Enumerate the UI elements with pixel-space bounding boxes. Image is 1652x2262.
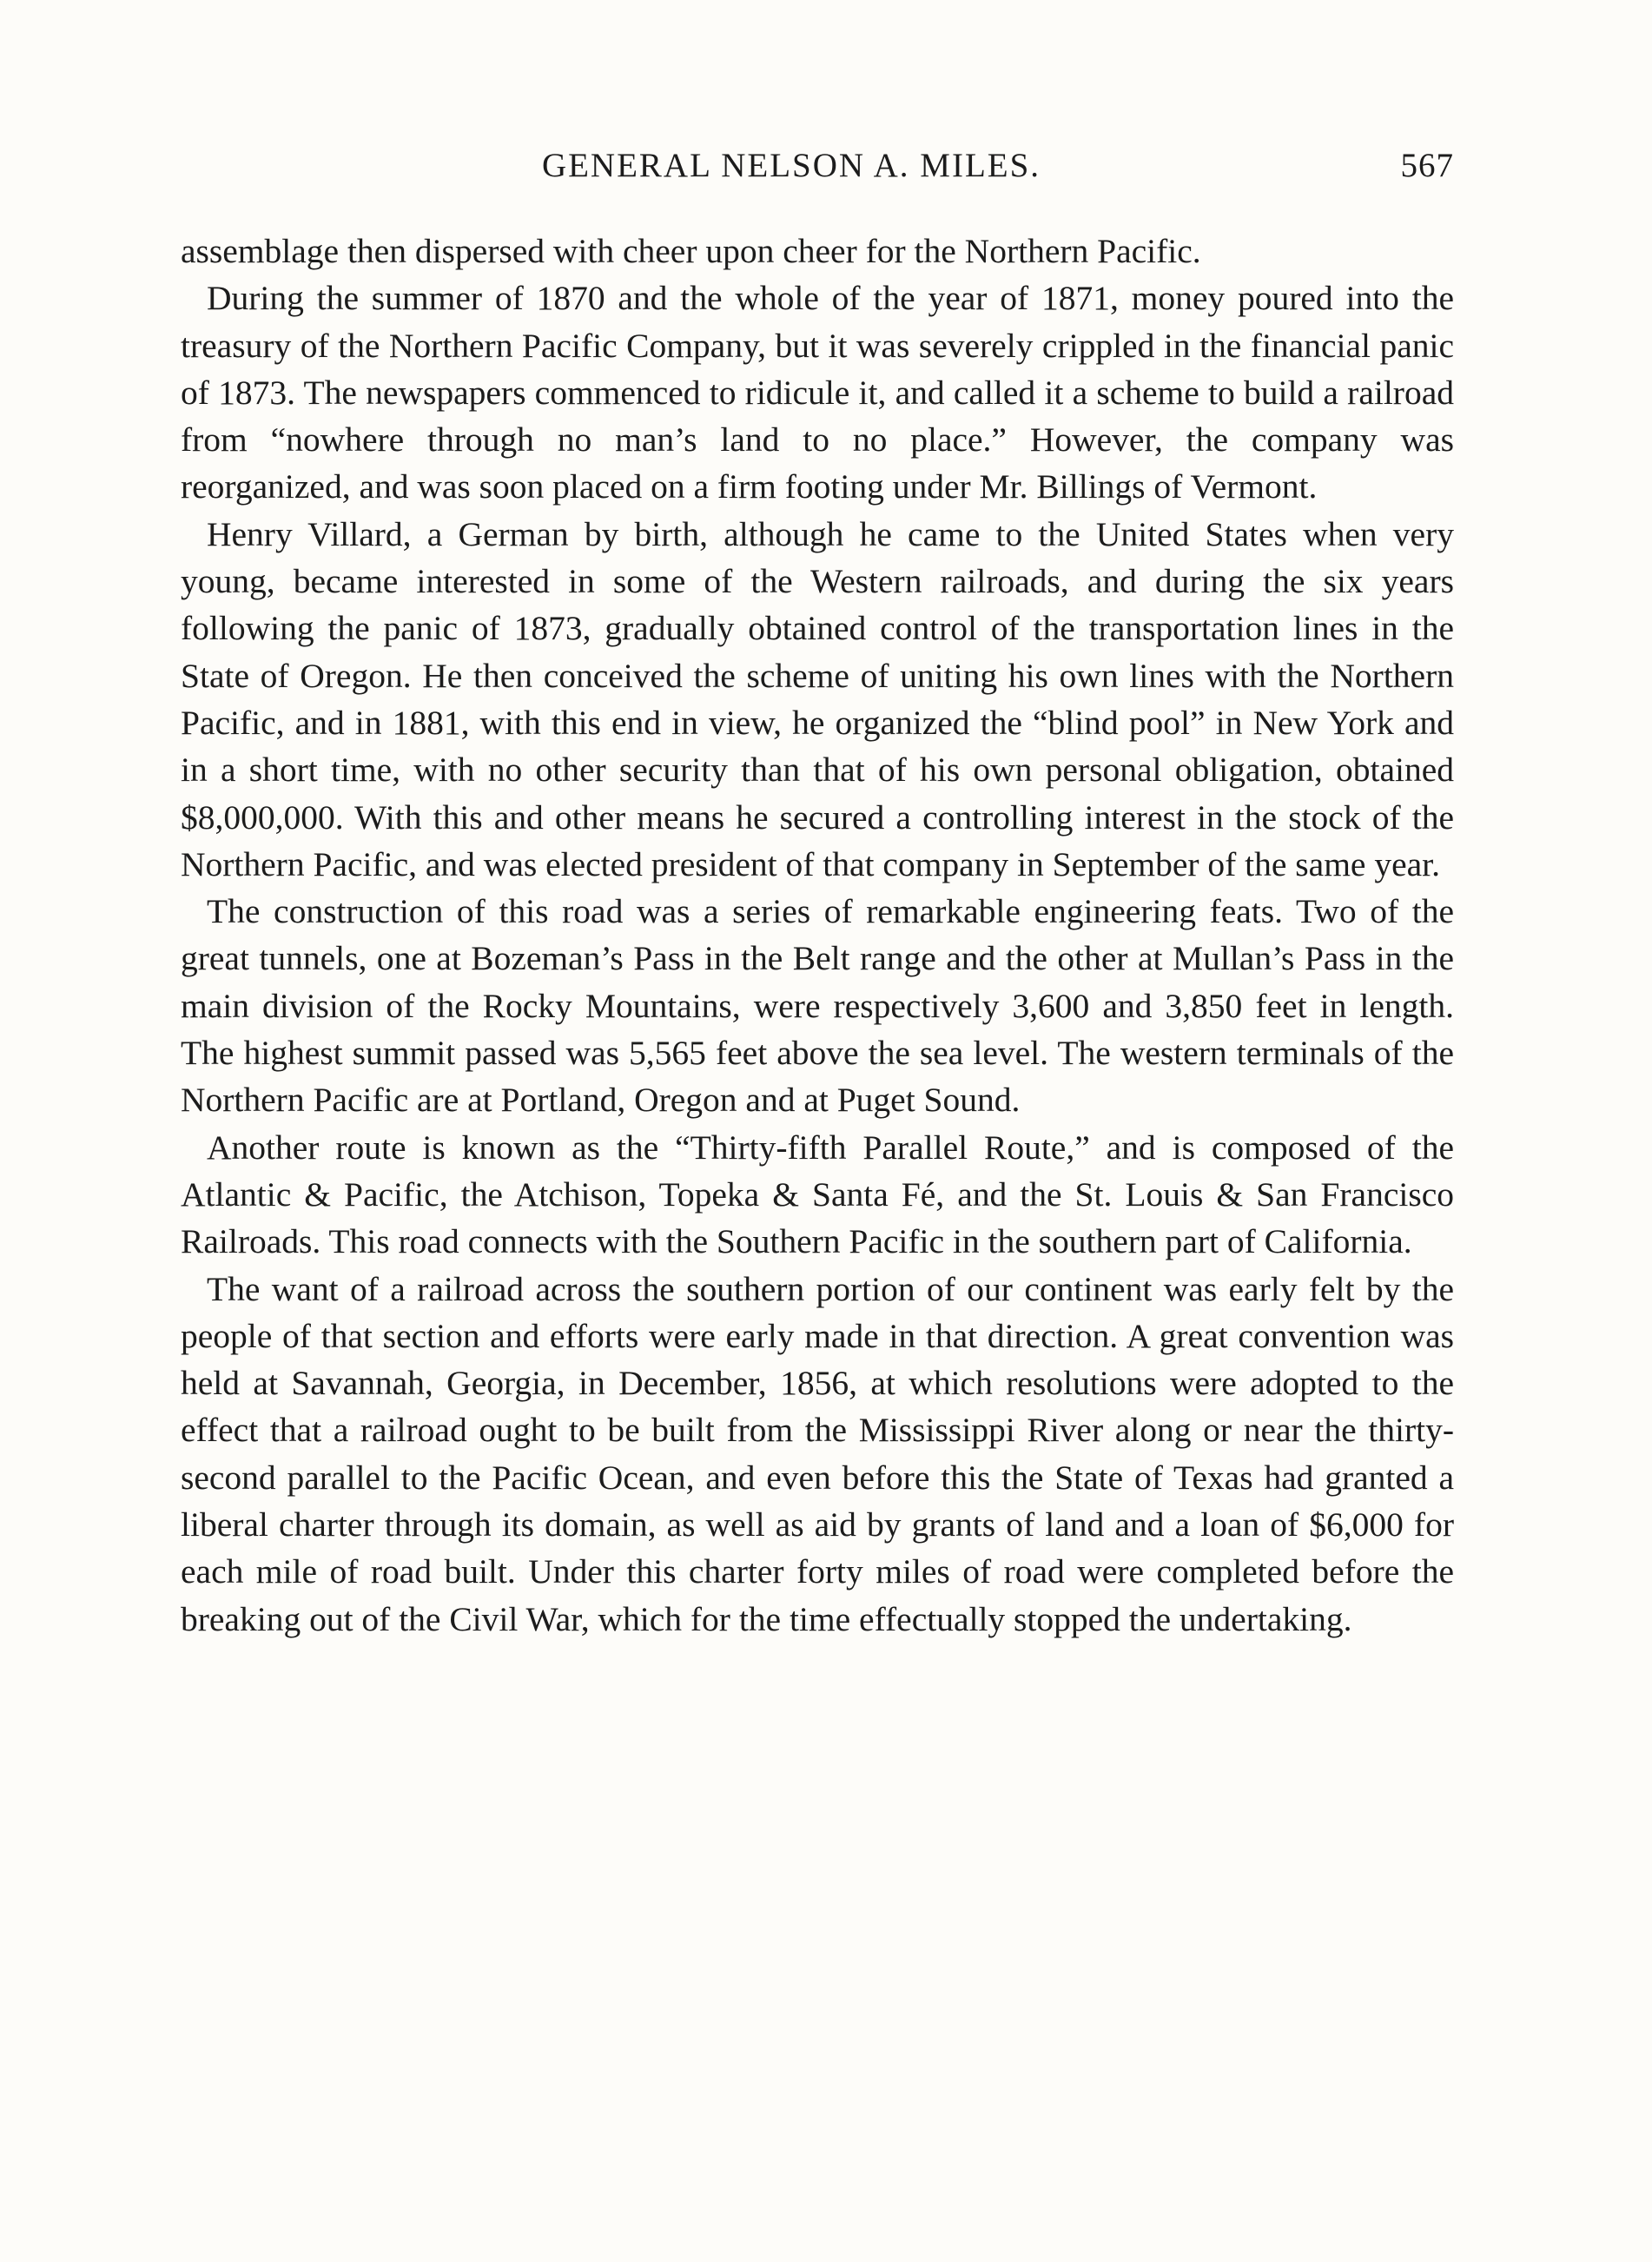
paragraph-northern-pacific-finances: During the summer of 1870 and the whole of the year of 1871, money poured into the treasury of the Northern Pacific Company, but it was severely crippled in the financial panic of 1873. The newspapers commenced to ridicule it, and called it a scheme to build a railroad from “nowhere through no man’s land to no place.” However, the company was reorganized, and was soon placed on a firm footing under Mr. Billings of Vermont.	[181, 279, 1454, 506]
paragraph-southern-railroad: The want of a railroad across the southern portion of our continent was early felt by the people of that section and efforts were early made in that direction. A great convention was held at Savannah, Georgia, in December, 1856, at which resolutions were adopted to the effect that a railroad ought to be built from the Mississippi River along or near the thirty-second parallel to the Pacific Ocean, and even before this the State of Texas had granted a liberal charter through its domain, as well as aid by grants of land and a loan of $6,000 for each mile of road built. Under this charter forty miles of road were completed before the breaking out of the Civil War, which for the time effectually stopped the undertaking.	[181, 1269, 1454, 1638]
paragraph-construction: The construction of this road was a series of remarkable engineering feats. Two of the great tunnels, one at Bozeman’s Pass in the Belt range and the other at Mullan’s Pass in the main division of the Rocky Mountains, were respectively 3,600 and 3,850 feet in length. The highest summit passed was 5,565 feet above the sea level. The western terminals of the Northern Pacific are at Portland, Oregon and at Puget Sound.	[181, 892, 1454, 1120]
body-text	[181, 228, 1454, 1643]
page-number: 567	[1400, 147, 1454, 184]
paragraph-continuation: assemblage then dispersed with cheer upon cheer for the Northern Pacific.	[181, 232, 1201, 270]
chapter-title: GENERAL NELSON A. MILES.	[541, 147, 1041, 184]
running-head	[181, 146, 1454, 191]
paragraph-thirty-fifth-parallel: Another route is known as the “Thirty-fifth Parallel Route,” and is composed of the Atlantic & Pacific, the Atchison, Topeka & Santa Fé, and the St. Louis & San Francisco Railroads. This road connects with the Southern Pacific in the southern part of California.	[181, 1128, 1454, 1261]
paragraph-henry-villard: Henry Villard, a German by birth, although he came to the United States when very young, became interested in some of the Western railroads, and during the six years following the panic of 1873, gradually obtained control of the transportation lines in the State of Oregon. He then conceived the scheme of uniting his own lines with the Northern Pacific, and in 1881, with this end in view, he organized the “blind pool” in New York and in a short time, with no other security than that of his own personal obligation, obtained $8,000,000. With this and other means he secured a controlling interest in the stock of the Northern Pacific, and was elected president of that company in September of the same year.	[181, 514, 1454, 883]
